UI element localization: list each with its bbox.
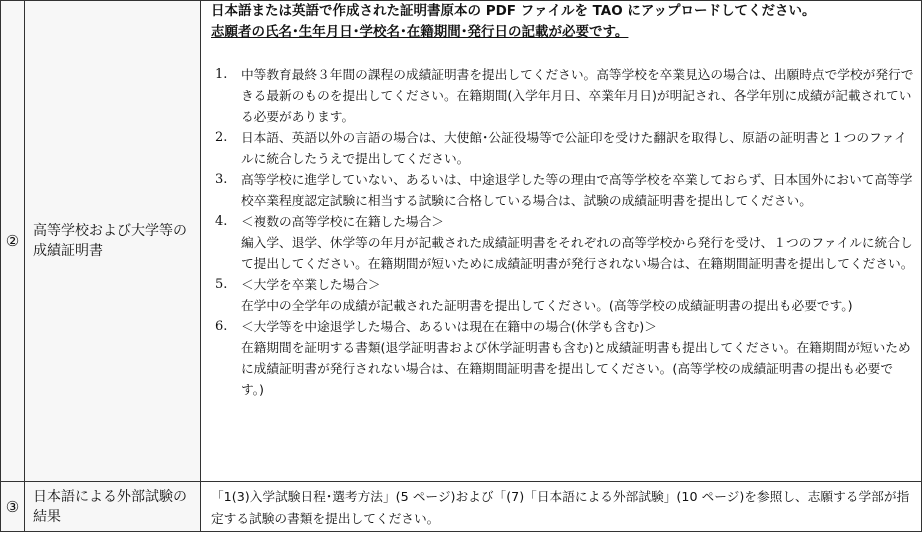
row-number: ②: [1, 1, 25, 482]
note-subheading: ＜大学等を中途退学した場合、あるいは現在在籍中の場合(休学も含む)＞: [241, 319, 657, 334]
item-label: 高等学校および大学等の成績証明書: [25, 1, 201, 482]
note-subheading: ＜複数の高等学校に在籍した場合＞: [241, 214, 444, 229]
row-number: ③: [1, 482, 25, 532]
list-marker: 6.: [215, 319, 228, 334]
list-marker: 1.: [215, 67, 228, 82]
instruction-heading: 日本語または英語で作成された証明書原本の PDF ファイルを TAO にアップロードしてください。: [211, 3, 816, 19]
list-item: [211, 211, 915, 274]
list-item: [211, 274, 915, 316]
item-detail: 「1(3)入学試験日程･選考方法」(5 ページ)および「(7)「日本語による外部試験」(10 ページ)を参照し、志願する学部が指定する試験の書類を提出してください。: [201, 482, 922, 532]
note-subheading: ＜大学を卒業した場合＞: [241, 277, 381, 292]
list-item: [211, 127, 915, 169]
list-item: [211, 64, 915, 127]
note-text: 在学中の全学年の成績が記載された証明書を提出してください。(高等学校の成績証明書の提出も必要です。): [241, 298, 853, 313]
list-marker: 3.: [215, 172, 228, 187]
item-label: 日本語による外部試験の結果: [25, 482, 201, 532]
list-marker: 4.: [215, 214, 228, 229]
note-text: 高等学校に進学していない、あるいは、中途退学した等の理由で高等学校を卒業しておらず、日本国外において高等学校卒業程度認定試験に相当する試験に合格している場合は、試験の成績証明書を提出してください。: [241, 172, 913, 208]
note-text: 日本語、英語以外の言語の場合は、大使館･公証役場等で公証印を受けた翻訳を取得し、原語の証明書と１つのファイルに統合したうえで提出してください。: [241, 130, 907, 166]
item-detail: [201, 1, 922, 482]
table-row: [1, 1, 922, 482]
table-row: [1, 482, 922, 532]
notes-list: [211, 64, 915, 400]
list-item: [211, 169, 915, 211]
requirement-heading: 志願者の氏名･生年月日･学校名･在籍期間･発行日の記載が必要です。: [211, 24, 629, 40]
note-text: 編入学、退学、休学等の年月が記載された成績証明書をそれぞれの高等学校から発行を受け、１つのファイルに統合して提出してください。在籍期間が短いために成績証明書が発行されない場合は、在籍期間証明書を提出してください。: [241, 235, 914, 271]
list-item: [211, 316, 915, 400]
list-marker: 5.: [215, 277, 228, 292]
note-text: 在籍期間を証明する書類(退学証明書および休学証明書も含む)と成績証明書も提出してください。在籍期間が短いために成績証明書が発行されない場合は、在籍期間証明書を提出してください。(高等学校の成績証明書の提出も必要です。): [241, 340, 911, 397]
list-marker: 2.: [215, 130, 228, 145]
note-text: 中等教育最終３年間の課程の成績証明書を提出してください。高等学校を卒業見込の場合は、出願時点で学校が発行できる最新のものを提出してください。在籍期間(入学年月日、卒業年月日)が明記され、各学年別に成績が記載されている必要があります。: [241, 67, 914, 124]
